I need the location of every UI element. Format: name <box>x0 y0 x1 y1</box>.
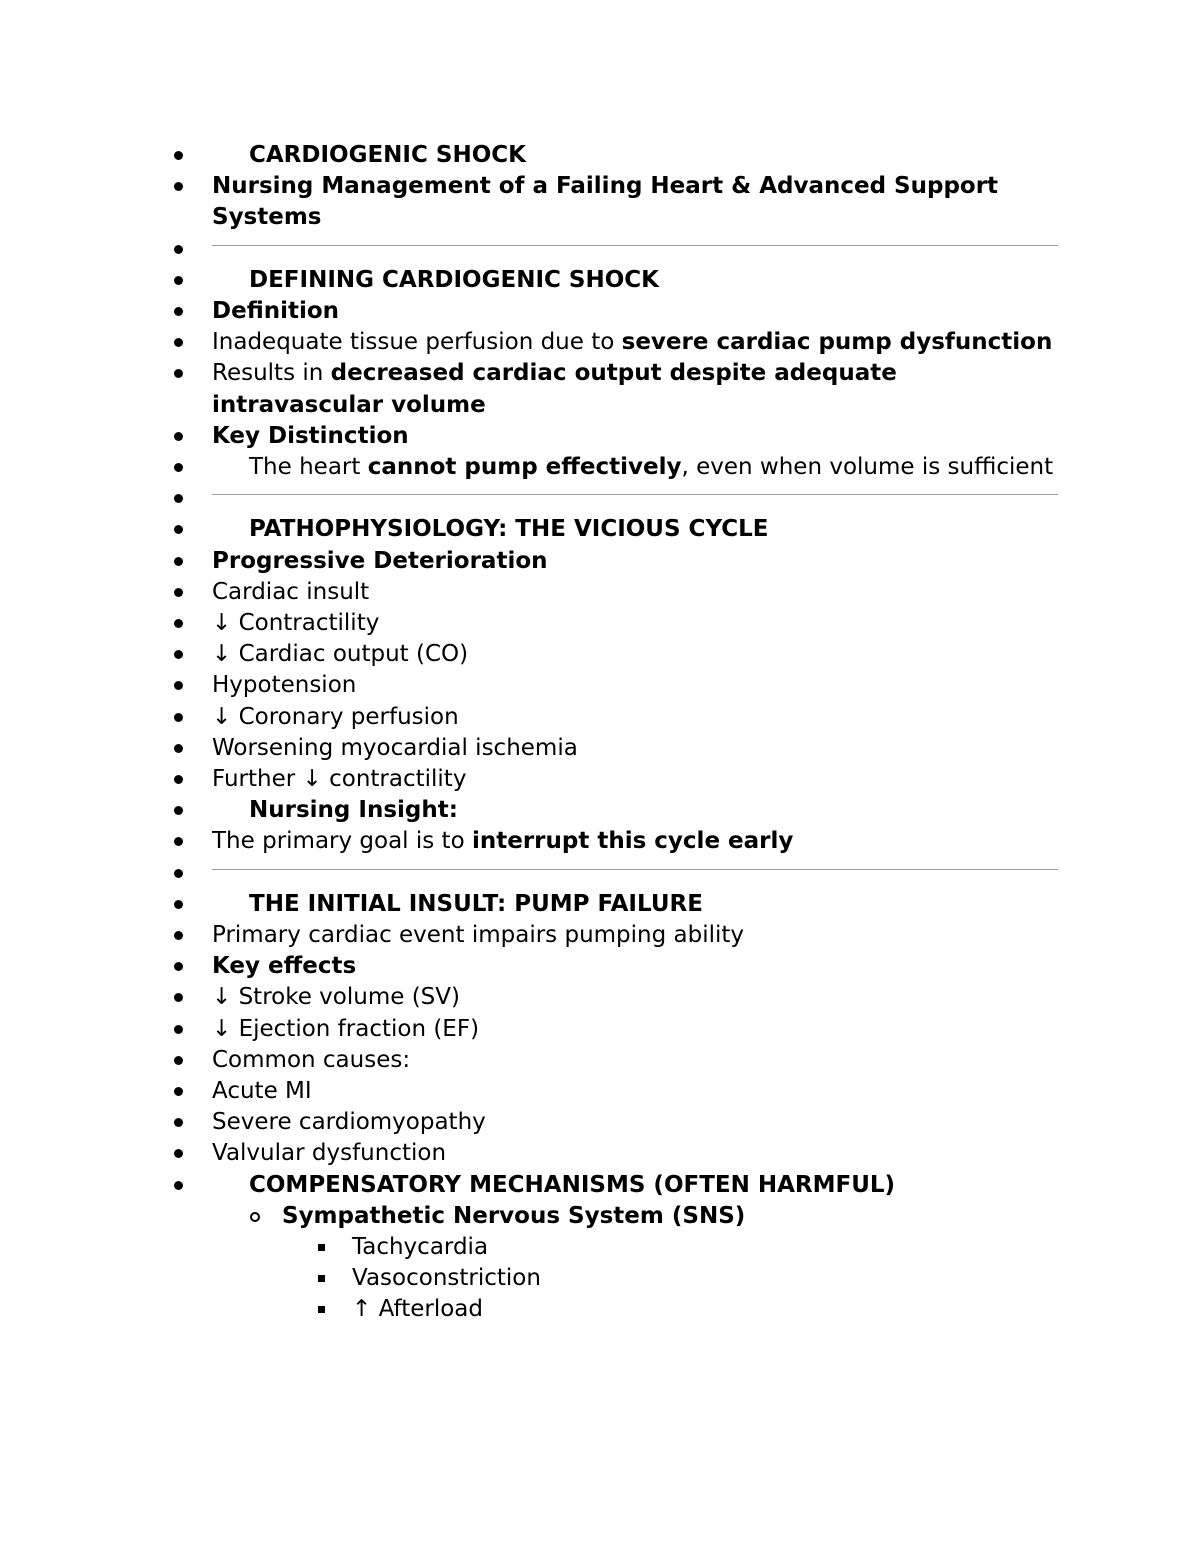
sns-label: Sympathetic Nervous System (SNS) <box>282 1202 746 1229</box>
definition-label: Definition <box>212 298 340 324</box>
bullet-disc <box>174 713 183 722</box>
bullet-square <box>318 1306 325 1313</box>
list-item <box>0 1138 1058 1169</box>
list-item <box>0 1107 1058 1138</box>
definition-text: Inadequate tissue perfusion due to <box>212 329 622 356</box>
list-item <box>0 452 1058 483</box>
bullet-disc <box>174 619 183 628</box>
list-item <box>0 514 1058 545</box>
bullet-disc <box>174 369 183 378</box>
list-item <box>0 265 1058 296</box>
bullet-disc <box>174 993 183 1002</box>
bullet-disc <box>174 900 183 909</box>
bullet-disc <box>174 432 183 441</box>
bullet-disc <box>174 962 183 971</box>
bullet-disc <box>174 151 183 160</box>
definition-bold: decreased cardiac output despite adequate intravascular volume <box>212 360 897 418</box>
bullet-disc <box>174 837 183 846</box>
bullet-square <box>318 1244 325 1251</box>
sns-item: Vasoconstriction <box>352 1265 541 1292</box>
bullet-disc <box>174 557 183 566</box>
bullet-disc <box>174 744 183 753</box>
definition-text: Results in <box>212 360 331 387</box>
list-item <box>0 702 1058 733</box>
cycle-step: ↓ Cardiac output (CO) <box>212 641 469 668</box>
list-item <box>0 858 1058 889</box>
bullet-disc <box>174 494 183 503</box>
bullet-disc <box>174 1087 183 1096</box>
bullet-disc <box>174 1118 183 1127</box>
sns-item: Tachycardia <box>352 1234 489 1261</box>
section-heading: DEFINING CARDIOGENIC SHOCK <box>249 266 659 293</box>
section-heading: PATHOPHYSIOLOGY: THE VICIOUS CYCLE <box>249 516 769 543</box>
bullet-disc <box>174 588 183 597</box>
cycle-step: Cardiac insult <box>212 578 370 605</box>
progressive-label: Progressive Deterioration <box>212 547 548 574</box>
list-item <box>0 670 1058 701</box>
doc-subtitle: Nursing Management of a Failing Heart & Advanced Support Systems <box>212 173 999 231</box>
list-item <box>0 982 1058 1013</box>
list-item <box>0 951 1058 982</box>
list-item <box>0 826 1058 857</box>
effect-item: ↓ Stroke volume (SV) <box>212 984 460 1011</box>
bullet-disc <box>174 463 183 472</box>
cycle-step: ↓ Contractility <box>212 610 380 637</box>
cycle-step: Worsening myocardial ischemia <box>212 734 578 761</box>
list-item <box>0 608 1058 639</box>
list-item <box>0 639 1058 670</box>
list-item <box>0 1076 1058 1107</box>
bullet-disc <box>174 245 183 254</box>
list-item <box>0 546 1058 577</box>
insight-text: The primary goal is to <box>212 828 472 855</box>
bullet-disc <box>174 869 183 878</box>
list-item <box>0 296 1058 327</box>
bullet-disc <box>174 1056 183 1065</box>
bullet-disc <box>174 681 183 690</box>
section-heading: COMPENSATORY MECHANISMS (OFTEN HARMFUL) <box>249 1171 896 1198</box>
cycle-step: ↓ Coronary perfusion <box>212 703 459 730</box>
list-item <box>0 140 1058 171</box>
list-item <box>0 483 1058 514</box>
list-item <box>0 358 1058 420</box>
list-item <box>0 1170 1058 1201</box>
list-item <box>0 171 1058 233</box>
list-item <box>0 1014 1058 1045</box>
document-page <box>0 140 1200 1326</box>
bullet-disc <box>174 931 183 940</box>
key-distinction-label: Key Distinction <box>212 422 409 449</box>
sns-item: ↑ Afterload <box>352 1296 483 1323</box>
bullet-disc <box>174 525 183 534</box>
bullet-disc <box>174 338 183 347</box>
effect-item: ↓ Ejection fraction (EF) <box>212 1015 480 1042</box>
bullet-disc <box>174 276 183 285</box>
cause-item: Acute MI <box>212 1078 312 1105</box>
list-item <box>0 1263 1058 1294</box>
list-item <box>0 1294 1058 1325</box>
list-item <box>0 920 1058 951</box>
horizontal-rule <box>212 245 1058 246</box>
cycle-step: Hypotension <box>212 672 357 699</box>
bullet-disc <box>174 806 183 815</box>
insight-bold: interrupt this cycle early <box>471 828 794 855</box>
horizontal-rule <box>212 869 1058 870</box>
list-item <box>0 733 1058 764</box>
bullet-disc <box>174 650 183 659</box>
bullet-disc <box>174 182 183 191</box>
bullet-disc <box>174 1025 183 1034</box>
bullet-disc <box>174 1181 183 1190</box>
insult-intro: Primary cardiac event impairs pumping ability <box>212 922 745 949</box>
bullet-square <box>318 1275 325 1282</box>
definition-bold: severe cardiac pump dysfunction <box>621 329 1053 356</box>
cycle-step: Further ↓ contractility <box>212 766 467 793</box>
list-item <box>0 1232 1058 1263</box>
list-item <box>0 1045 1058 1076</box>
key-text: The heart <box>249 454 368 481</box>
list-item <box>0 1201 1058 1232</box>
bullet-disc <box>174 1149 183 1158</box>
section-heading: THE INITIAL INSULT: PUMP FAILURE <box>249 890 703 917</box>
bullet-disc <box>174 775 183 784</box>
list-item <box>0 577 1058 608</box>
list-item <box>0 795 1058 826</box>
list-item <box>0 889 1058 920</box>
list-item <box>0 327 1058 358</box>
causes-label: Common causes: <box>212 1046 411 1073</box>
effects-label: Key effects <box>212 953 357 980</box>
list-item <box>0 764 1058 795</box>
list-item <box>0 234 1058 265</box>
bullet-circle <box>250 1212 260 1222</box>
horizontal-rule <box>212 494 1058 495</box>
doc-title: CARDIOGENIC SHOCK <box>249 142 526 168</box>
list-item <box>0 421 1058 452</box>
insight-label: Nursing Insight: <box>249 797 458 824</box>
bullet-disc <box>174 307 183 316</box>
key-bold: cannot pump effectively <box>367 454 682 481</box>
key-text: , even when volume is sufficient <box>681 454 1054 481</box>
cause-item: Severe cardiomyopathy <box>212 1109 486 1136</box>
cause-item: Valvular dysfunction <box>212 1140 447 1167</box>
